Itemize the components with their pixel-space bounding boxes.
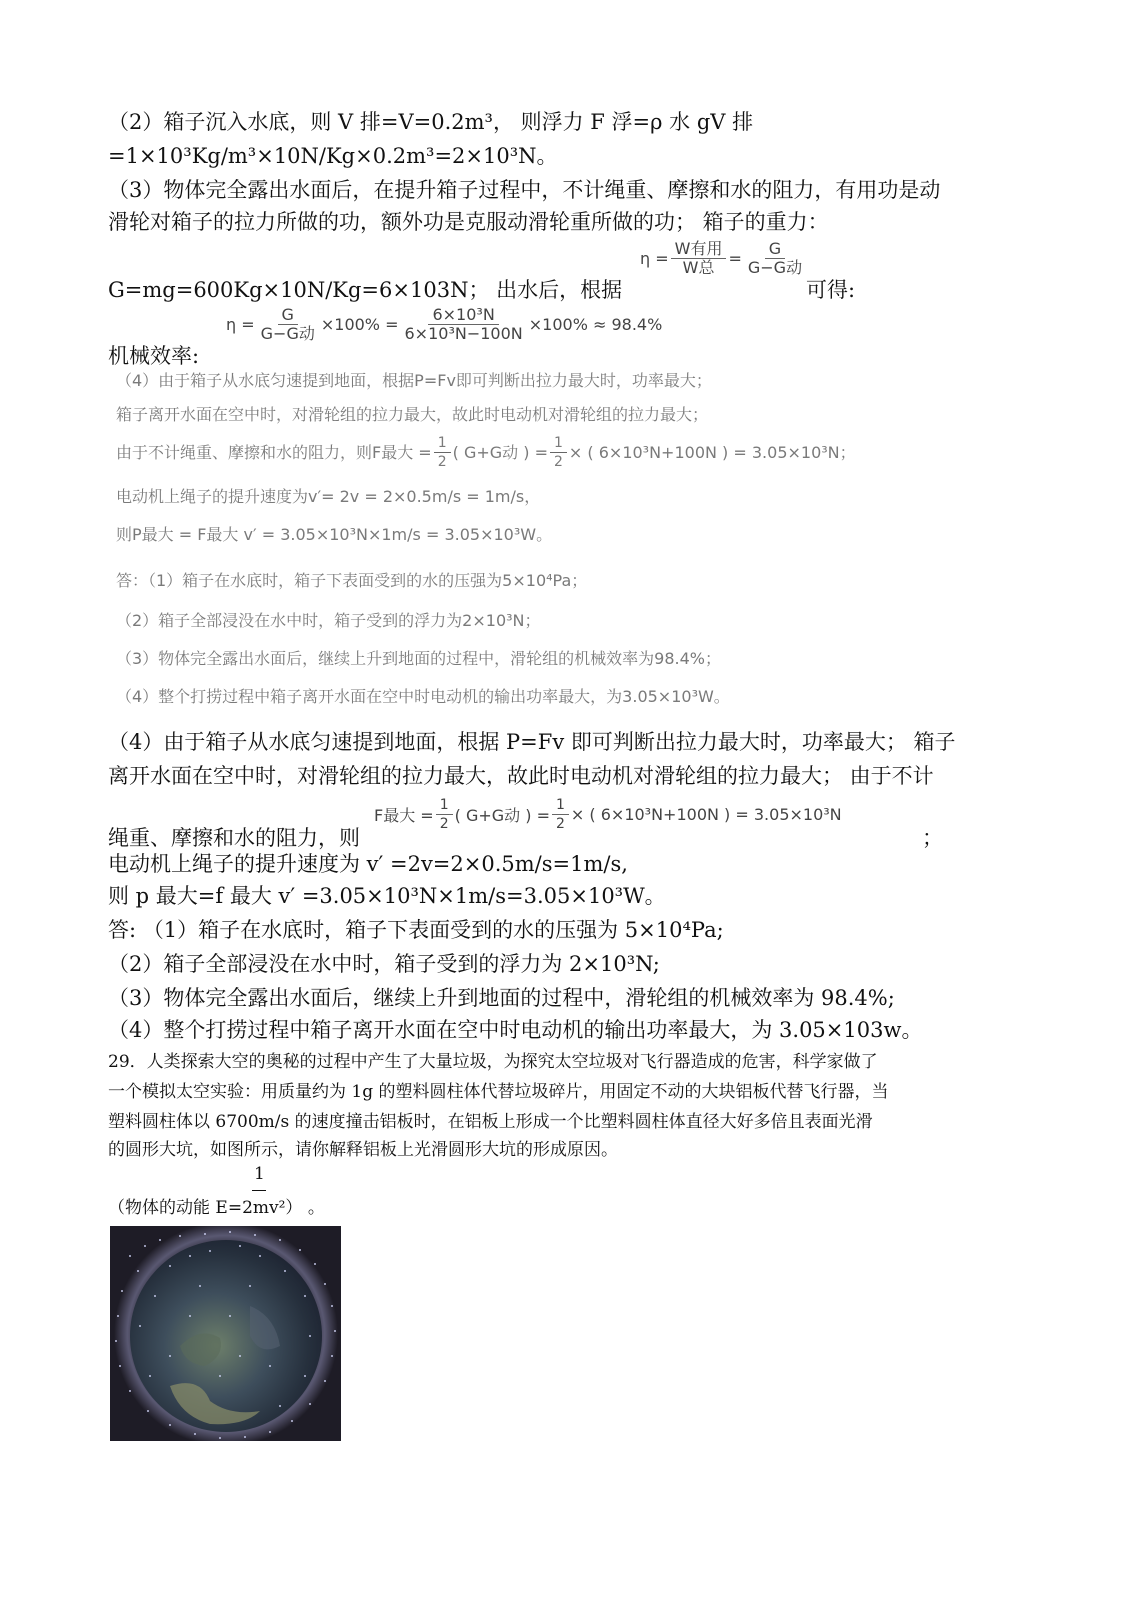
text-line: 答: （1）箱子在水底时，箱子下表面受到的水的压强为 5×10⁴Pa; bbox=[108, 918, 724, 942]
text-line: =1×10³Kg/m³×10N/Kg×0.2m³=2×10³N。 bbox=[108, 144, 558, 168]
text-line: 可得: bbox=[806, 278, 856, 302]
text-line: （3）物体完全露出水面后，在提升箱子过程中，不计绳重、摩擦和水的阻力，有用功是动 bbox=[108, 178, 941, 202]
text-line: 绳重、摩擦和水的阻力，则 bbox=[108, 826, 360, 850]
denominator: 6×10³N−100N bbox=[404, 324, 523, 343]
fraction bbox=[744, 240, 806, 277]
efficiency-formula-2 bbox=[226, 306, 662, 343]
formula-text: ×100% = bbox=[320, 315, 399, 334]
hint-text: （物体的动能 E= bbox=[108, 1198, 243, 1218]
question-line: 的圆形大坑，如图所示，请你解释铝板上光滑圆形大坑的形成原因。 bbox=[108, 1140, 618, 1160]
text-line: （3）物体完全露出水面后，继续上升到地面的过程中，滑轮组的机械效率为 98.4%; bbox=[108, 986, 895, 1010]
fraction bbox=[257, 306, 319, 343]
formula-text: × ( 6×10³N+100N ) = 3.05×10³N bbox=[570, 805, 842, 824]
formula-text: ( G+G动 ) = bbox=[454, 806, 550, 825]
fraction bbox=[550, 434, 567, 471]
text-line: （4）由于箱子从水底匀速提到地面，根据 P=Fv 即可判断出拉力最大时，功率最大； 箱子 bbox=[108, 730, 956, 754]
text-line: 则 p 最大=f 最大 v′ =3.05×10³N×1m/s=3.05×10³W。 bbox=[108, 884, 666, 908]
denominator: 2 bbox=[439, 816, 449, 832]
denominator: G−G动 bbox=[260, 324, 315, 343]
gray-line: （4）整个打捞过程中箱子离开水面在空中时电动机的输出功率最大，为3.05×10³W。 bbox=[116, 687, 730, 706]
denominator: G−G动 bbox=[747, 258, 803, 277]
text-line: 离开水面在空中时，对滑轮组的拉力最大，故此时电动机对滑轮组的拉力最大； 由于不计 bbox=[108, 764, 934, 788]
gray-formula-line bbox=[116, 434, 856, 471]
numerator: 1 bbox=[552, 796, 569, 815]
numerator: G bbox=[278, 306, 298, 325]
max-force-formula bbox=[374, 796, 842, 833]
gray-line: 电动机上绳子的提升速度为v′= 2v = 2×0.5m/s = 1m/s， bbox=[116, 487, 541, 506]
formula-text: F最大 = bbox=[374, 806, 434, 825]
gray-text: ( G+G动 ) = bbox=[452, 442, 548, 462]
question-line: 一个模拟太空实验：用质量约为 1g 的塑料圆柱体代替垃圾碎片，用固定不动的大块铝板代替飞行器，当 bbox=[108, 1082, 889, 1102]
fraction bbox=[434, 434, 451, 471]
text-line: 机械效率: bbox=[108, 344, 200, 368]
fraction bbox=[401, 306, 527, 343]
text-line: （2）箱子全部浸没在水中时，箱子受到的浮力为 2×10³N; bbox=[108, 952, 660, 976]
gray-text: 由于不计绳重、摩擦和水的阻力，则F最大 = bbox=[116, 442, 432, 462]
question-line: 29．人类探索大空的奥秘的过程中产生了大量垃圾，为探究太空垃圾对飞行器造成的危害，科学家做了 bbox=[108, 1052, 878, 1072]
numerator: 1 bbox=[434, 434, 451, 453]
formula-equals: = bbox=[728, 249, 742, 268]
numerator: 1 bbox=[550, 434, 567, 453]
space-debris-earth-image bbox=[110, 1226, 341, 1441]
denominator: 2 bbox=[555, 816, 565, 832]
numerator: W有用 bbox=[671, 240, 727, 259]
text-line: 滑轮对箱子的拉力所做的功，额外功是克服动滑轮重所做的功； 箱子的重力： bbox=[108, 210, 829, 234]
denominator: W总 bbox=[682, 258, 715, 277]
gray-line: （2）箱子全部浸没在水中时，箱子受到的浮力为2×10³N； bbox=[116, 611, 541, 630]
gray-line: 答：（1）箱子在水底时，箱子下表面受到的水的压强为5×10⁴Pa； bbox=[116, 571, 588, 590]
gray-text: × ( 6×10³N+100N ) = 3.05×10³N； bbox=[568, 442, 856, 462]
gray-line: （4）由于箱子从水底匀速提到地面，根据P=Fv即可判断出拉力最大时，功率最大； bbox=[116, 371, 712, 390]
denominator: 2 bbox=[437, 454, 447, 470]
hint-text: mv²） 。 bbox=[252, 1198, 325, 1218]
formula-eta: η = bbox=[226, 315, 255, 334]
fraction-bar bbox=[252, 1190, 266, 1191]
fraction bbox=[436, 796, 453, 833]
earth-illustration bbox=[110, 1226, 341, 1441]
text-line: （2）箱子沉入水底，则 V 排=V=0.2m³， 则浮力 F 浮=ρ 水 gV 排 bbox=[108, 110, 754, 134]
gray-line: （3）物体完全露出水面后，继续上升到地面的过程中，滑轮组的机械效率为98.4%； bbox=[116, 649, 722, 668]
fraction bbox=[552, 796, 569, 833]
efficiency-formula-1 bbox=[640, 240, 808, 277]
text-line: 电动机上绳子的提升速度为 v′ =2v=2×0.5m/s=1m/s, bbox=[108, 852, 628, 876]
denominator: 2 bbox=[553, 454, 563, 470]
text-line: ； bbox=[922, 826, 943, 850]
hint-numerator: 1 bbox=[254, 1164, 265, 1184]
numerator: G bbox=[765, 240, 785, 259]
numerator: 1 bbox=[436, 796, 453, 815]
text-line: G=mg=600Kg×10N/Kg=6×103N； 出水后，根据 bbox=[108, 278, 623, 302]
formula-eta: η = bbox=[640, 249, 669, 268]
text-line: （4）整个打捞过程中箱子离开水面在空中时电动机的输出功率最大，为 3.05×103w。 bbox=[108, 1018, 923, 1042]
fraction bbox=[671, 240, 727, 277]
hint-denominator: 2 bbox=[242, 1198, 253, 1218]
numerator: 6×10³N bbox=[428, 306, 498, 325]
question-line: 塑料圆柱体以 6700m/s 的速度撞击铝板时，在铝板上形成一个比塑料圆柱体直径大好多倍且表面光滑 bbox=[108, 1112, 873, 1132]
hint-line bbox=[108, 1194, 325, 1222]
gray-line: 则P最大 = F最大 v′ = 3.05×10³N×1m/s = 3.05×10³W。 bbox=[116, 525, 553, 544]
formula-text: ×100% ≈ 98.4% bbox=[528, 315, 663, 334]
gray-line: 箱子离开水面在空中时，对滑轮组的拉力最大，故此时电动机对滑轮组的拉力最大； bbox=[116, 405, 709, 424]
